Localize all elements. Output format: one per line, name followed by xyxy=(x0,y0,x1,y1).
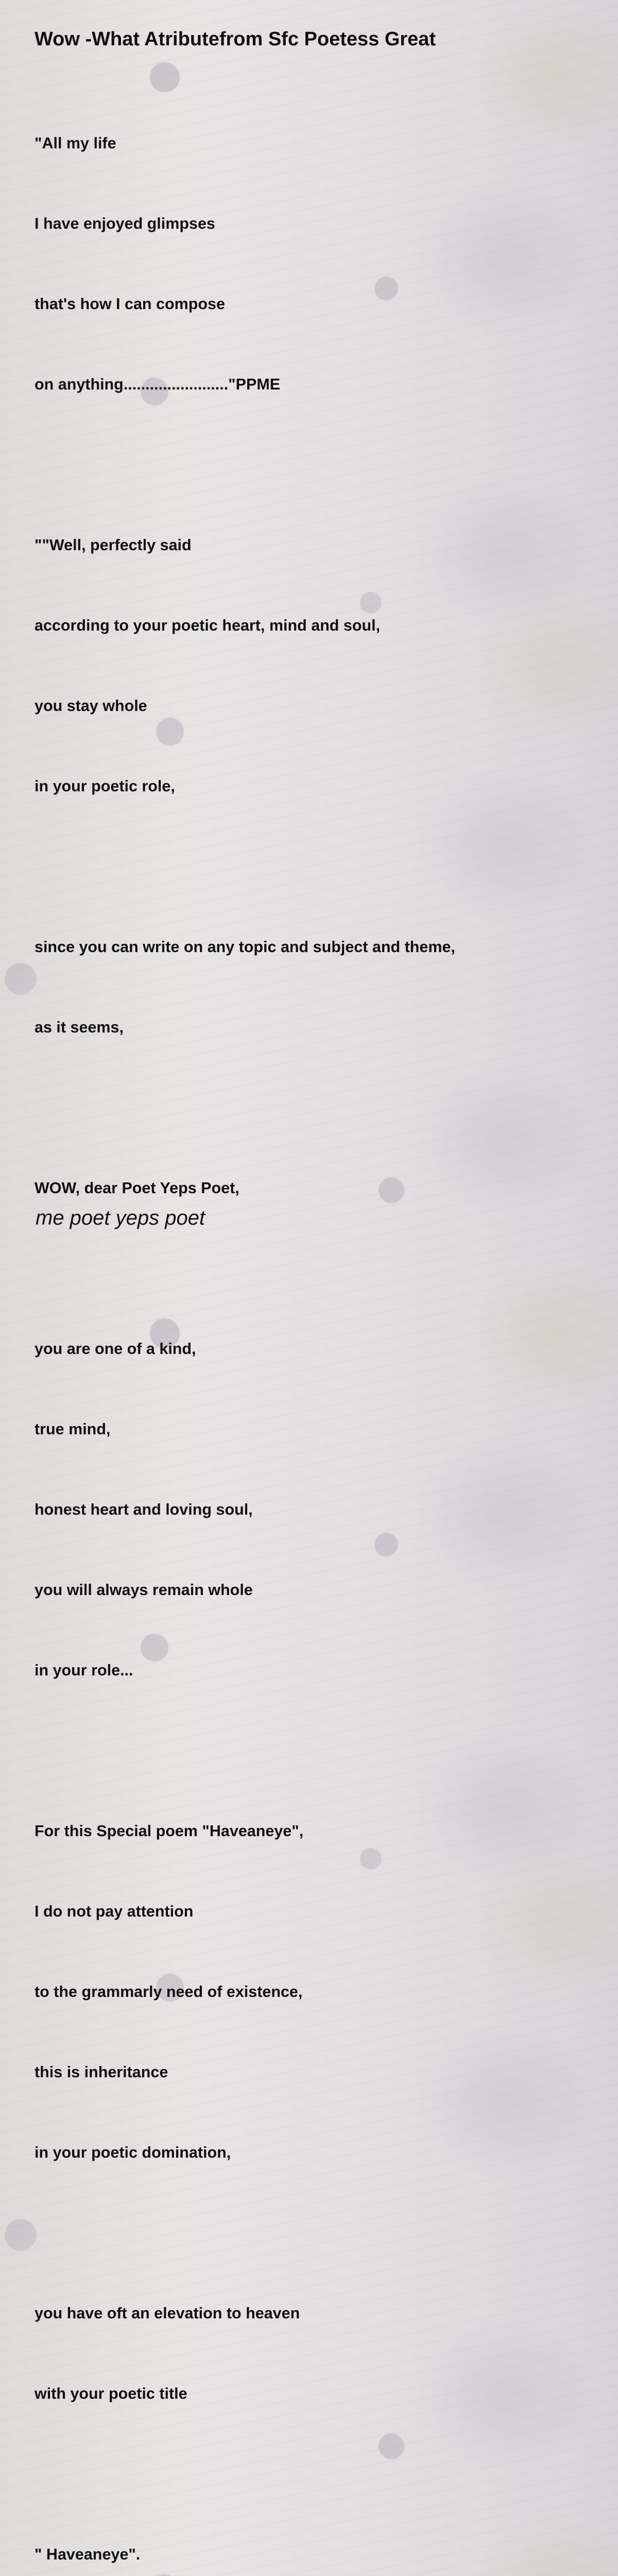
poem-line xyxy=(35,1094,455,1121)
poem-line: " Haveaneye". xyxy=(35,2546,141,2563)
poem-line xyxy=(35,451,455,478)
poem-line: that's how I can compose xyxy=(35,295,225,313)
poem-line: you stay whole xyxy=(35,697,147,715)
poem-line xyxy=(35,853,455,880)
poem-line xyxy=(35,1737,455,1764)
poem-line: "All my life xyxy=(35,134,116,152)
poem-line: as it seems, xyxy=(35,1019,124,1036)
poem-line: WOW, dear Poet Yeps Poet, xyxy=(35,1179,239,1197)
poem-line: For this Special poem "Haveaneye", xyxy=(35,1822,304,1840)
poem-body xyxy=(35,76,455,2576)
poem-line: in your poetic role, xyxy=(35,777,175,795)
poem-line xyxy=(35,2461,455,2487)
poem-line: true mind, xyxy=(35,1420,111,1438)
poem-line xyxy=(35,1255,455,1282)
poem-line: honest heart and loving soul, xyxy=(35,1501,253,1518)
poem-line xyxy=(35,2219,455,2246)
poem-line: since you can write on any topic and subject and theme, xyxy=(35,938,455,956)
poem-line: this is inheritance xyxy=(35,2063,168,2081)
poem-line: in your role... xyxy=(35,1662,133,1679)
poem-line: you are one of a kind, xyxy=(35,1340,196,1358)
poem-line: I do not pay attention xyxy=(35,1903,194,1920)
poem-line: on anything........................"PPME xyxy=(35,376,281,393)
poem-line: with your poetic title xyxy=(35,2385,187,2402)
poem-line: to the grammarly need of existence, xyxy=(35,1983,303,2001)
poem-line: you will always remain whole xyxy=(35,1581,253,1599)
poem-line: in your poetic domination, xyxy=(35,2144,231,2161)
poem-title: Wow -What Atributefrom Sfc Poetess Great xyxy=(35,28,436,50)
poem-line: I have enjoyed glimpses xyxy=(35,215,215,232)
poem-author: me poet yeps poet xyxy=(36,1207,205,1229)
poem-line: you have oft an elevation to heaven xyxy=(35,2304,300,2322)
poem-line: ""Well, perfectly said xyxy=(35,536,192,554)
poem-line: according to your poetic heart, mind and soul, xyxy=(35,617,381,634)
